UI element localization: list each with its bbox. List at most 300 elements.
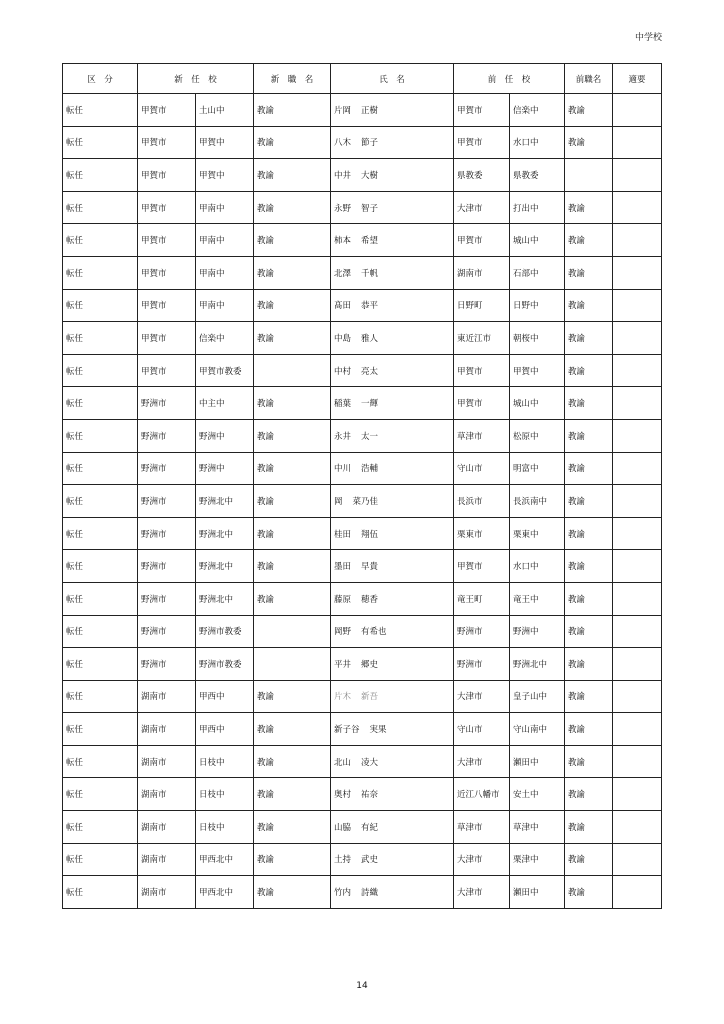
prev-city-cell: 甲賀市 xyxy=(454,224,510,257)
new-city-cell: 野洲市 xyxy=(138,452,196,485)
given-name: 有希也 xyxy=(361,627,387,638)
table-row xyxy=(63,778,662,811)
given-name: 新吾 xyxy=(361,692,379,703)
prev-school-cell: 長浜南中 xyxy=(510,485,565,518)
name-cell xyxy=(331,550,454,583)
new-title-cell: 教諭 xyxy=(254,191,331,224)
new-city-cell: 野洲市 xyxy=(138,615,196,648)
family-name: 新子谷 xyxy=(334,725,360,736)
name-cell xyxy=(331,582,454,615)
new-city-cell: 野洲市 xyxy=(138,485,196,518)
new-title-cell: 教諭 xyxy=(254,517,331,550)
prev-city-cell: 近江八幡市 xyxy=(454,778,510,811)
new-school-cell: 野洲中 xyxy=(196,452,254,485)
family-name: 髙田 xyxy=(334,301,352,312)
remarks-cell xyxy=(613,94,662,127)
given-name: 浩輔 xyxy=(361,464,379,475)
remarks-cell xyxy=(613,811,662,844)
new-school-cell: 野洲市教委 xyxy=(196,615,254,648)
table-row xyxy=(63,745,662,778)
new-school-cell: 甲賀市教委 xyxy=(196,354,254,387)
kubun-cell: 転任 xyxy=(63,615,138,648)
given-name: 菜乃佳 xyxy=(352,496,379,507)
kubun-cell: 転任 xyxy=(63,680,138,713)
family-name: 中島 xyxy=(334,333,352,344)
given-name: 千帆 xyxy=(361,268,379,279)
name-cell xyxy=(331,713,454,746)
prev-school-cell: 皇子山中 xyxy=(510,680,565,713)
prev-school-cell: 水口中 xyxy=(510,126,565,159)
prev-city-cell: 東近江市 xyxy=(454,322,510,355)
new-city-cell: 野洲市 xyxy=(138,582,196,615)
kubun-cell: 転任 xyxy=(63,224,138,257)
page-number: 14 xyxy=(356,981,368,991)
new-school-cell: 甲西北中 xyxy=(196,843,254,876)
name-cell xyxy=(331,452,454,485)
prev-school-cell: 野洲北中 xyxy=(510,648,565,681)
new-title-cell: 教諭 xyxy=(254,387,331,420)
prev-title-cell: 教諭 xyxy=(565,485,613,518)
table-row xyxy=(63,452,662,485)
new-school-cell: 甲西北中 xyxy=(196,876,254,909)
prev-title-cell: 教諭 xyxy=(565,550,613,583)
kubun-cell: 転任 xyxy=(63,648,138,681)
prev-city-cell: 大津市 xyxy=(454,745,510,778)
kubun-cell: 転任 xyxy=(63,778,138,811)
new-city-cell: 甲賀市 xyxy=(138,322,196,355)
remarks-cell xyxy=(613,876,662,909)
name-cell xyxy=(331,289,454,322)
given-name: 祐奈 xyxy=(361,790,379,801)
kubun-cell: 転任 xyxy=(63,387,138,420)
table-body xyxy=(63,94,662,909)
new-school-cell: 日枝中 xyxy=(196,811,254,844)
prev-school-cell: 松原中 xyxy=(510,419,565,452)
prev-title-cell: 教諭 xyxy=(565,843,613,876)
new-title-cell: 教諭 xyxy=(254,778,331,811)
new-title-cell: 教諭 xyxy=(254,256,331,289)
new-school-cell: 野洲中 xyxy=(196,419,254,452)
new-title-cell: 教諭 xyxy=(254,811,331,844)
remarks-cell xyxy=(613,778,662,811)
new-school-cell: 野洲北中 xyxy=(196,582,254,615)
given-name: 智子 xyxy=(361,203,379,214)
given-name: 恭平 xyxy=(361,301,379,312)
new-title-cell: 教諭 xyxy=(254,94,331,127)
prev-school-cell: 朝桜中 xyxy=(510,322,565,355)
table-row xyxy=(63,582,662,615)
remarks-cell xyxy=(613,126,662,159)
new-title-cell: 教諭 xyxy=(254,159,331,192)
header-kubun: 区 分 xyxy=(63,64,138,94)
prev-school-cell: 水口中 xyxy=(510,550,565,583)
prev-title-cell: 教諭 xyxy=(565,713,613,746)
table-row xyxy=(63,648,662,681)
table-row xyxy=(63,159,662,192)
given-name: 早貴 xyxy=(361,562,379,573)
given-name: 亮太 xyxy=(361,366,379,377)
prev-title-cell: 教諭 xyxy=(565,419,613,452)
remarks-cell xyxy=(613,256,662,289)
new-title-cell xyxy=(254,648,331,681)
prev-city-cell: 甲賀市 xyxy=(454,550,510,583)
given-name: 正樹 xyxy=(361,105,379,116)
prev-title-cell: 教諭 xyxy=(565,876,613,909)
prev-school-cell: 城山中 xyxy=(510,387,565,420)
prev-school-cell: 県教委 xyxy=(510,159,565,192)
given-name: 一輝 xyxy=(361,399,379,410)
prev-city-cell: 野洲市 xyxy=(454,648,510,681)
remarks-cell xyxy=(613,485,662,518)
kubun-cell: 転任 xyxy=(63,517,138,550)
given-name: 大樹 xyxy=(361,170,379,181)
prev-title-cell: 教諭 xyxy=(565,289,613,322)
prev-title-cell: 教諭 xyxy=(565,615,613,648)
name-cell xyxy=(331,191,454,224)
prev-school-cell: 守山南中 xyxy=(510,713,565,746)
family-name: 中井 xyxy=(334,170,352,181)
family-name: 奥村 xyxy=(334,790,352,801)
table-row xyxy=(63,354,662,387)
new-school-cell: 甲南中 xyxy=(196,289,254,322)
prev-school-cell: 石部中 xyxy=(510,256,565,289)
family-name: 桂田 xyxy=(334,529,352,540)
prev-title-cell: 教諭 xyxy=(565,191,613,224)
header-remarks: 適要 xyxy=(613,64,662,94)
table-row xyxy=(63,289,662,322)
remarks-cell xyxy=(613,452,662,485)
kubun-cell: 転任 xyxy=(63,289,138,322)
prev-title-cell: 教諭 xyxy=(565,745,613,778)
prev-city-cell: 甲賀市 xyxy=(454,387,510,420)
family-name: 墨田 xyxy=(334,562,352,573)
family-name: 中川 xyxy=(334,464,352,475)
prev-title-cell: 教諭 xyxy=(565,811,613,844)
family-name: 柿本 xyxy=(334,236,352,247)
prev-city-cell: 甲賀市 xyxy=(454,354,510,387)
prev-title-cell xyxy=(565,159,613,192)
new-title-cell xyxy=(254,354,331,387)
kubun-cell: 転任 xyxy=(63,582,138,615)
header-prev-school: 前 任 校 xyxy=(454,64,565,94)
table-row xyxy=(63,224,662,257)
new-school-cell: 甲西中 xyxy=(196,680,254,713)
new-title-cell: 教諭 xyxy=(254,419,331,452)
family-name: 竹内 xyxy=(334,888,352,899)
prev-city-cell: 守山市 xyxy=(454,452,510,485)
remarks-cell xyxy=(613,159,662,192)
remarks-cell xyxy=(613,615,662,648)
prev-title-cell: 教諭 xyxy=(565,94,613,127)
new-title-cell xyxy=(254,615,331,648)
table-row xyxy=(63,485,662,518)
kubun-cell: 転任 xyxy=(63,550,138,583)
header-prev-title: 前職名 xyxy=(565,64,613,94)
family-name: 中村 xyxy=(334,366,352,377)
personnel-transfer-table xyxy=(62,63,662,909)
name-cell xyxy=(331,876,454,909)
new-city-cell: 甲賀市 xyxy=(138,126,196,159)
prev-title-cell: 教諭 xyxy=(565,256,613,289)
family-name: 永井 xyxy=(334,431,352,442)
new-city-cell: 湖南市 xyxy=(138,713,196,746)
prev-school-cell: 打出中 xyxy=(510,191,565,224)
prev-title-cell: 教諭 xyxy=(565,582,613,615)
new-city-cell: 湖南市 xyxy=(138,811,196,844)
new-title-cell: 教諭 xyxy=(254,713,331,746)
new-school-cell: 甲賀中 xyxy=(196,159,254,192)
new-school-cell: 日枝中 xyxy=(196,778,254,811)
header-new-title: 新 職 名 xyxy=(254,64,331,94)
new-title-cell: 教諭 xyxy=(254,582,331,615)
given-name: 実果 xyxy=(369,725,387,736)
new-school-cell: 甲南中 xyxy=(196,191,254,224)
new-school-cell: 甲南中 xyxy=(196,256,254,289)
prev-title-cell: 教諭 xyxy=(565,354,613,387)
prev-school-cell: 安土中 xyxy=(510,778,565,811)
prev-city-cell: 日野町 xyxy=(454,289,510,322)
prev-title-cell: 教諭 xyxy=(565,680,613,713)
remarks-cell xyxy=(613,843,662,876)
prev-city-cell: 大津市 xyxy=(454,191,510,224)
family-name: 片木 xyxy=(334,692,352,703)
family-name: 岡 xyxy=(334,496,343,507)
family-name: 平井 xyxy=(334,659,352,670)
remarks-cell xyxy=(613,680,662,713)
remarks-cell xyxy=(613,191,662,224)
name-cell xyxy=(331,354,454,387)
kubun-cell: 転任 xyxy=(63,843,138,876)
name-cell xyxy=(331,419,454,452)
new-title-cell: 教諭 xyxy=(254,224,331,257)
table-row xyxy=(63,94,662,127)
new-city-cell: 甲賀市 xyxy=(138,159,196,192)
prev-title-cell: 教諭 xyxy=(565,648,613,681)
prev-school-cell: 日野中 xyxy=(510,289,565,322)
new-title-cell: 教諭 xyxy=(254,485,331,518)
new-title-cell: 教諭 xyxy=(254,550,331,583)
family-name: 岡野 xyxy=(334,627,352,638)
family-name: 片岡 xyxy=(334,105,352,116)
header-new-school: 新 任 校 xyxy=(138,64,254,94)
remarks-cell xyxy=(613,582,662,615)
prev-city-cell: 草津市 xyxy=(454,811,510,844)
name-cell xyxy=(331,256,454,289)
given-name: 有紀 xyxy=(361,822,379,833)
given-name: 希望 xyxy=(361,236,379,247)
new-title-cell: 教諭 xyxy=(254,680,331,713)
new-school-cell: 甲南中 xyxy=(196,224,254,257)
prev-school-cell: 野洲中 xyxy=(510,615,565,648)
prev-city-cell: 大津市 xyxy=(454,876,510,909)
new-title-cell: 教諭 xyxy=(254,322,331,355)
prev-city-cell: 甲賀市 xyxy=(454,126,510,159)
new-school-cell: 甲西中 xyxy=(196,713,254,746)
new-city-cell: 甲賀市 xyxy=(138,94,196,127)
table-row xyxy=(63,680,662,713)
prev-city-cell: 甲賀市 xyxy=(454,94,510,127)
name-cell xyxy=(331,322,454,355)
prev-city-cell: 栗東市 xyxy=(454,517,510,550)
name-cell xyxy=(331,485,454,518)
prev-city-cell: 長浜市 xyxy=(454,485,510,518)
new-school-cell: 野洲北中 xyxy=(196,485,254,518)
kubun-cell: 転任 xyxy=(63,322,138,355)
prev-school-cell: 竜王中 xyxy=(510,582,565,615)
given-name: 太一 xyxy=(361,431,379,442)
new-school-cell: 野洲北中 xyxy=(196,550,254,583)
table-row xyxy=(63,615,662,648)
name-cell xyxy=(331,224,454,257)
kubun-cell: 転任 xyxy=(63,485,138,518)
prev-title-cell: 教諭 xyxy=(565,452,613,485)
new-school-cell: 土山中 xyxy=(196,94,254,127)
prev-city-cell: 県教委 xyxy=(454,159,510,192)
prev-city-cell: 野洲市 xyxy=(454,615,510,648)
name-cell xyxy=(331,387,454,420)
prev-school-cell: 明富中 xyxy=(510,452,565,485)
name-cell xyxy=(331,680,454,713)
prev-school-cell: 甲賀中 xyxy=(510,354,565,387)
remarks-cell xyxy=(613,419,662,452)
new-school-cell: 野洲市教委 xyxy=(196,648,254,681)
kubun-cell: 転任 xyxy=(63,713,138,746)
table-row xyxy=(63,876,662,909)
remarks-cell xyxy=(613,354,662,387)
new-city-cell: 湖南市 xyxy=(138,876,196,909)
name-cell xyxy=(331,648,454,681)
header-name: 氏 名 xyxy=(331,64,454,94)
table-row xyxy=(63,191,662,224)
remarks-cell xyxy=(613,550,662,583)
prev-school-cell: 草津中 xyxy=(510,811,565,844)
kubun-cell: 転任 xyxy=(63,452,138,485)
family-name: 稲葉 xyxy=(334,399,352,410)
family-name: 八木 xyxy=(334,138,352,149)
new-city-cell: 湖南市 xyxy=(138,778,196,811)
prev-city-cell: 竜王町 xyxy=(454,582,510,615)
kubun-cell: 転任 xyxy=(63,745,138,778)
new-city-cell: 野洲市 xyxy=(138,517,196,550)
name-cell xyxy=(331,159,454,192)
prev-city-cell: 守山市 xyxy=(454,713,510,746)
remarks-cell xyxy=(613,224,662,257)
new-title-cell: 教諭 xyxy=(254,289,331,322)
prev-school-cell: 瀬田中 xyxy=(510,745,565,778)
table-row xyxy=(63,811,662,844)
kubun-cell: 転任 xyxy=(63,159,138,192)
remarks-cell xyxy=(613,517,662,550)
new-title-cell: 教諭 xyxy=(254,126,331,159)
kubun-cell: 転任 xyxy=(63,354,138,387)
given-name: 武史 xyxy=(361,855,379,866)
prev-title-cell: 教諭 xyxy=(565,778,613,811)
given-name: 節子 xyxy=(361,138,379,149)
new-city-cell: 甲賀市 xyxy=(138,256,196,289)
prev-school-cell: 信楽中 xyxy=(510,94,565,127)
new-city-cell: 野洲市 xyxy=(138,550,196,583)
given-name: 凌大 xyxy=(361,757,379,768)
prev-school-cell: 栗津中 xyxy=(510,843,565,876)
given-name: 翔伍 xyxy=(361,529,379,540)
new-school-cell: 日枝中 xyxy=(196,745,254,778)
new-school-cell: 中主中 xyxy=(196,387,254,420)
family-name: 永野 xyxy=(334,203,352,214)
given-name: 雅人 xyxy=(361,333,379,344)
kubun-cell: 転任 xyxy=(63,811,138,844)
new-city-cell: 野洲市 xyxy=(138,419,196,452)
remarks-cell xyxy=(613,745,662,778)
name-cell xyxy=(331,126,454,159)
name-cell xyxy=(331,778,454,811)
kubun-cell: 転任 xyxy=(63,191,138,224)
prev-city-cell: 大津市 xyxy=(454,680,510,713)
new-school-cell: 甲賀中 xyxy=(196,126,254,159)
table-header-row xyxy=(63,64,662,94)
family-name: 藤原 xyxy=(334,594,352,605)
new-city-cell: 甲賀市 xyxy=(138,354,196,387)
table-row xyxy=(63,256,662,289)
prev-title-cell: 教諭 xyxy=(565,224,613,257)
table-row xyxy=(63,713,662,746)
table-row xyxy=(63,517,662,550)
new-city-cell: 湖南市 xyxy=(138,745,196,778)
prev-city-cell: 大津市 xyxy=(454,843,510,876)
prev-title-cell: 教諭 xyxy=(565,387,613,420)
remarks-cell xyxy=(613,648,662,681)
kubun-cell: 転任 xyxy=(63,126,138,159)
name-cell xyxy=(331,843,454,876)
family-name: 北澤 xyxy=(334,268,352,279)
page-category-label: 中学校 xyxy=(634,33,662,43)
prev-school-cell: 城山中 xyxy=(510,224,565,257)
table-row xyxy=(63,843,662,876)
name-cell xyxy=(331,745,454,778)
table-row xyxy=(63,126,662,159)
given-name: 詩織 xyxy=(361,888,379,899)
prev-title-cell: 教諭 xyxy=(565,322,613,355)
prev-school-cell: 瀬田中 xyxy=(510,876,565,909)
table-row xyxy=(63,322,662,355)
prev-school-cell: 栗東中 xyxy=(510,517,565,550)
new-city-cell: 甲賀市 xyxy=(138,191,196,224)
kubun-cell: 転任 xyxy=(63,419,138,452)
new-city-cell: 野洲市 xyxy=(138,648,196,681)
new-title-cell: 教諭 xyxy=(254,843,331,876)
new-title-cell: 教諭 xyxy=(254,876,331,909)
remarks-cell xyxy=(613,289,662,322)
prev-title-cell: 教諭 xyxy=(565,126,613,159)
prev-title-cell: 教諭 xyxy=(565,517,613,550)
new-title-cell: 教諭 xyxy=(254,745,331,778)
remarks-cell xyxy=(613,713,662,746)
kubun-cell: 転任 xyxy=(63,94,138,127)
prev-city-cell: 湖南市 xyxy=(454,256,510,289)
table-row xyxy=(63,419,662,452)
remarks-cell xyxy=(613,387,662,420)
new-city-cell: 湖南市 xyxy=(138,680,196,713)
name-cell xyxy=(331,94,454,127)
family-name: 土持 xyxy=(334,855,352,866)
remarks-cell xyxy=(613,322,662,355)
family-name: 山脇 xyxy=(334,822,352,833)
new-title-cell: 教諭 xyxy=(254,452,331,485)
prev-city-cell: 草津市 xyxy=(454,419,510,452)
family-name: 北山 xyxy=(334,757,352,768)
new-school-cell: 信楽中 xyxy=(196,322,254,355)
kubun-cell: 転任 xyxy=(63,876,138,909)
name-cell xyxy=(331,615,454,648)
